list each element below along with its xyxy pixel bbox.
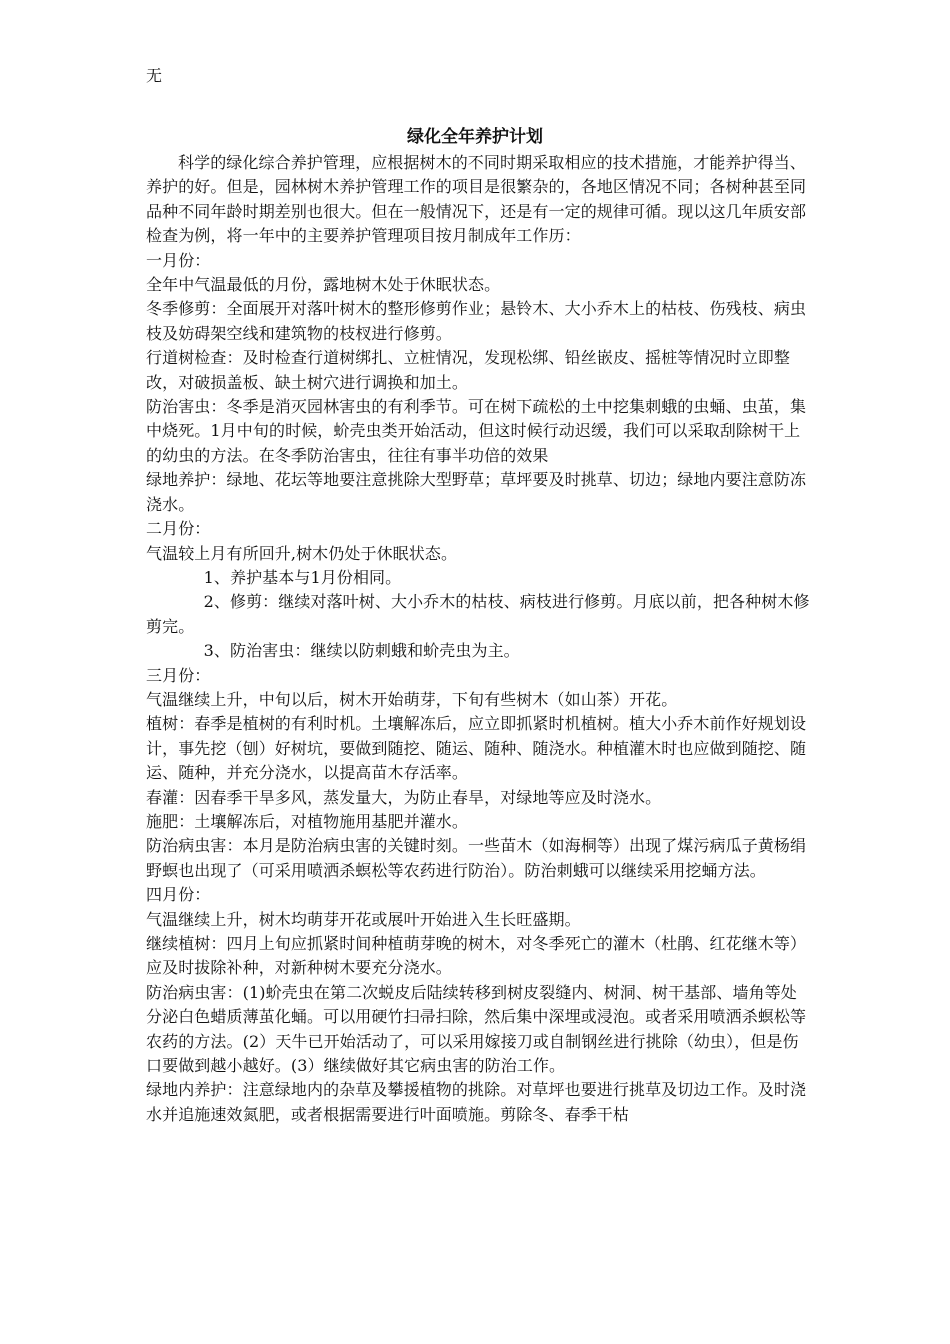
paragraph: 一月份： [146,250,211,270]
paragraph: 二月份： [146,519,211,539]
paragraph: 绿地养护：绿地、花坛等地要注意挑除大型野草；草坪要及时挑草、切边；绿地内要注意防冻浇水。 [146,470,807,514]
paragraph: 气温较上月有所回升,树木仍处于休眠状态。 [146,543,458,563]
paragraph: 继续植树：四月上旬应抓紧时间种植萌芽晚的树木，对冬季死亡的灌木（杜鹃、红花继木等）应及时拔除补种，对新种树木要充分浇水。 [146,934,807,978]
paragraph: 绿地内养护：注意绿地内的杂草及攀援植物的挑除。对草坪也要进行挑草及切边工作。及时浇水并追施速效氮肥，或者根据需要进行叶面喷施。剪除冬、春季干枯 [146,1080,807,1124]
paragraph: 冬季修剪：全面展开对落叶树木的整形修剪作业；悬铃木、大小乔木上的枯枝、伤残枝、病虫枝及妨碍架空线和建筑物的枝杈进行修剪。 [146,299,807,343]
paragraph: 2、修剪：继续对落叶树、大小乔木的枯枝、病枝进行修剪。月底以前，把各种树木修剪完。 [146,592,810,636]
header-mark: 无 [146,66,163,85]
paragraph: 3、防治害虫：继续以防刺蛾和蚧壳虫为主。 [203,641,520,661]
paragraph: 科学的绿化综合养护管理，应根据树木的不同时期采取相应的技术措施，才能养护得当、养护的好。但是，园林树木养护管理工作的项目是很繁杂的，各地区情况不同；各树种甚至同品种不同年龄时期差别也很大。但在一般情况下，还是有一定的规律可循。现以这几年质安部检查为例，将一年中的主要养护管理项目按月制成年工作历： [146,153,807,246]
paragraph: 施肥：土壤解冻后，对植物施用基肥并灌水。 [146,811,469,831]
paragraph: 行道树检查：及时检查行道树绑扎、立桩情况，发现松绑、铅丝嵌皮、摇桩等情况时立即整改，对破损盖板、缺土树穴进行调换和加土。 [146,348,791,392]
paragraph: 植树：春季是植树的有利时机。土壤解冻后，应立即抓紧时机植树。植大小乔木前作好规划设计，事先挖（刨）好树坑，要做到随挖、随运、随种、随浇水。种植灌木时也应做到随挖、随运、随种，并充分浇水，以提高苗木存活率。 [146,714,807,783]
paragraph: 气温继续上升，树木均萌芽开花或展叶开始进入生长旺盛期。 [146,909,581,929]
paragraph: 防治病虫害：(1)蚧壳虫在第二次蜕皮后陆续转移到树皮裂缝内、树洞、树干基部、墙角等处分泌白色蜡质薄茧化蛹。可以用硬竹扫帚扫除，然后集中深埋或浸泡。或者采用喷洒杀螟松等农药的方法。(2）天牛已开始活动了，可以采用嫁接刀或自制钢丝进行挑除（幼虫），但是伤口要做到越小越好。(3）继续做好其它病虫害的防治工作。 [146,982,807,1076]
paragraph: 气温继续上升，中旬以后，树木开始萌芽，下旬有些树木（如山茶）开花。 [146,689,678,709]
paragraph: 全年中气温最低的月份，露地树木处于休眠状态。 [146,275,501,295]
paragraph: 防治病虫害：本月是防治病虫害的关键时刻。一些苗木（如海桐等）出现了煤污病瓜子黄杨绢野螟也出现了（可采用喷洒杀螟松等农药进行防治）。防治刺蛾可以继续采用挖蛹方法。 [146,836,807,880]
document-title: 绿化全年养护计划 [407,127,543,147]
document-body [146,151,812,1127]
paragraph: 春灌：因春季干旱多风，蒸发量大，为防止春旱，对绿地等应及时浇水。 [146,787,662,807]
paragraph: 1、养护基本与1月份相同。 [203,567,402,587]
paragraph: 三月份： [146,665,211,685]
paragraph: 防治害虫：冬季是消灭园林害虫的有利季节。可在树下疏松的土中挖集刺蛾的虫蛹、虫茧，集中烧死。1月中旬的时候，蚧壳虫类开始活动，但这时候行动迟缓，我们可以采取刮除树干上的幼虫的方法。在冬季防治害虫，往往有事半功倍的效果 [146,397,807,465]
paragraph: 四月份： [146,885,211,905]
